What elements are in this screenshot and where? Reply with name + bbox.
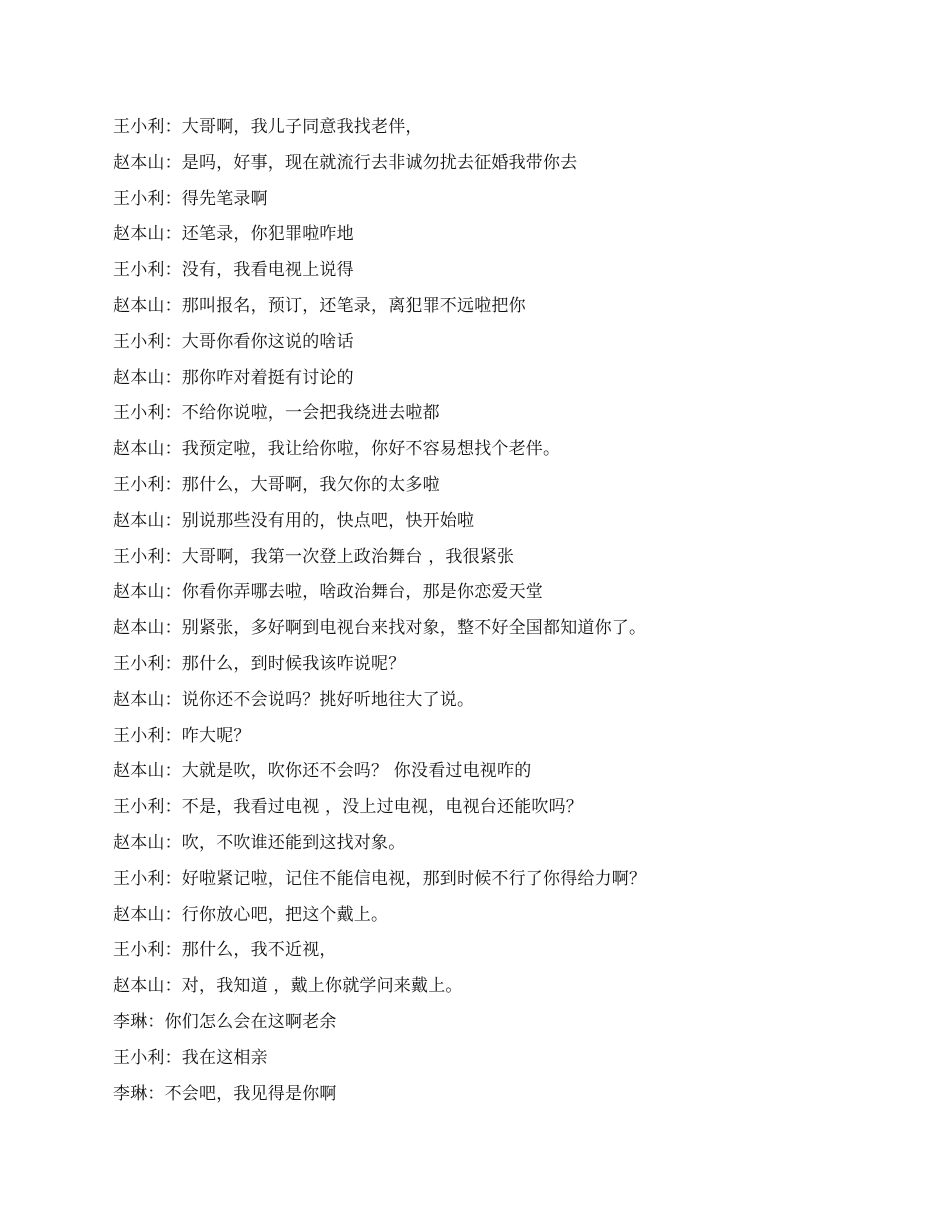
dialogue-line: 王小利：不给你说啦，一会把我绕进去啦都 (113, 403, 440, 424)
dialogue-line: 赵本山：我预定啦，我让给你啦，你好不容易想找个老伴。 (113, 439, 561, 460)
dialogue-line: 赵本山：吹，不吹谁还能到这找对象。 (113, 832, 406, 853)
dialogue-line: 赵本山：那你咋对着挺有讨论的 (113, 367, 354, 388)
dialogue-line: 王小利：没有，我看电视上说得 (113, 260, 354, 281)
dialogue-line: 李琳：不会吧，我见得是你啊 (113, 1083, 337, 1104)
dialogue-line: 王小利：那什么，我不近视， (113, 940, 337, 961)
dialogue-line: 赵本山：别紧张，多好啊到电视台来找对象，整不好全国都知道你了。 (113, 618, 647, 639)
dialogue-line: 王小利：那什么，到时候我该咋说呢？ (113, 653, 406, 674)
dialogue-line: 赵本山：说你还不会说吗？挑好听地往大了说。 (113, 689, 475, 710)
dialogue-transcript (113, 110, 893, 1112)
dialogue-line: 赵本山：还笔录，你犯罪啦咋地 (113, 224, 354, 245)
dialogue-line: 赵本山：行你放心吧，把这个戴上。 (113, 904, 389, 925)
dialogue-line: 王小利：不是，我看过电视 ，没上过电视，电视台还能吹吗？ (113, 797, 584, 818)
dialogue-line: 王小利：那什么，大哥啊，我欠你的太多啦 (113, 474, 440, 495)
dialogue-line: 王小利：咋大呢？ (113, 725, 251, 746)
dialogue-line: 王小利：得先笔录啊 (113, 188, 268, 209)
dialogue-line: 王小利：大哥你看你这说的啥话 (113, 331, 354, 352)
dialogue-line: 王小利：大哥啊，我第一次登上政治舞台 ，我很紧张 (113, 546, 515, 567)
dialogue-line: 王小利：好啦紧记啦，记住不能信电视，那到时候不行了你得给力啊？ (113, 868, 647, 889)
dialogue-line: 李琳：你们怎么会在这啊老余 (113, 1011, 337, 1032)
dialogue-line: 赵本山：大就是吹，吹你还不会吗？ 你没看过电视咋的 (113, 761, 532, 782)
dialogue-line: 赵本山：是吗，好事，现在就流行去非诚勿扰去征婚我带你去 (113, 152, 578, 173)
dialogue-line: 赵本山：那叫报名，预订，还笔录，离犯罪不远啦把你 (113, 295, 526, 316)
dialogue-line: 王小利：我在这相亲 (113, 1047, 268, 1068)
dialogue-line: 赵本山：别说那些没有用的，快点吧，快开始啦 (113, 510, 475, 531)
dialogue-line: 赵本山：对，我知道 ，戴上你就学问来戴上。 (113, 976, 463, 997)
dialogue-line: 王小利：大哥啊，我儿子同意我找老伴， (113, 117, 423, 137)
dialogue-line: 赵本山：你看你弄哪去啦，啥政治舞台，那是你恋爱天堂 (113, 582, 543, 603)
